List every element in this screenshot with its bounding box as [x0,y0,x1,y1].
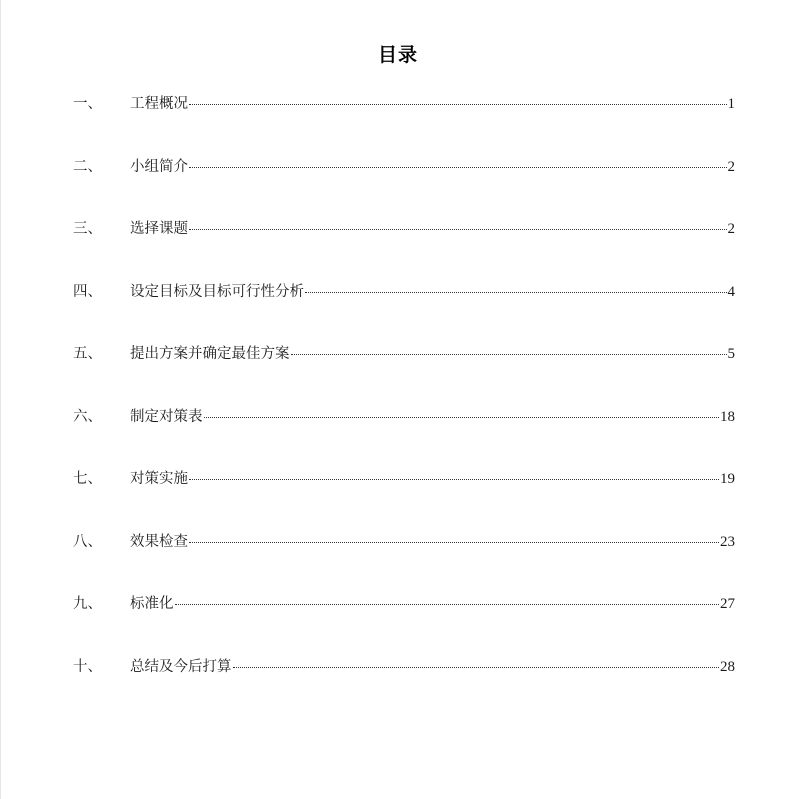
dot-leader [233,666,720,668]
toc-entry-number: 一、 [73,96,102,112]
toc-entry-page: 2 [727,158,735,175]
dot-leader [291,353,727,355]
toc-entry[interactable] [73,530,735,593]
dot-leader [189,166,727,168]
toc-entry-page: 27 [720,596,735,612]
dot-leader [189,541,719,543]
toc-entry-number: 五、 [73,346,102,362]
toc-entry-title: 设定目标及目标可行性分析 [130,283,304,300]
toc-entry[interactable] [73,592,735,655]
toc-entry[interactable] [73,280,735,343]
toc-entry-title: 提出方案并确定最佳方案 [130,346,290,362]
toc-entry[interactable] [73,467,735,530]
toc-entry-number: 四、 [73,283,102,300]
toc-entry[interactable] [73,217,735,280]
dot-leader [189,478,719,480]
toc-entry[interactable] [73,655,735,718]
toc-entry-page: 1 [727,96,735,112]
dot-leader [189,228,727,230]
toc-title: 目录 [377,44,418,66]
toc-entry-number: 十、 [73,658,102,675]
dot-leader [175,603,720,605]
toc-entry-title: 选择课题 [130,221,188,237]
dot-leader [204,416,720,418]
toc-entry[interactable] [73,155,735,218]
toc-entry-number: 七、 [73,471,102,487]
toc-entry-title: 效果检查 [130,533,188,550]
toc-entry-number: 六、 [73,408,102,425]
toc-entry-page: 5 [727,346,735,362]
toc-entry-number: 八、 [73,533,102,550]
toc-entry-title: 小组简介 [130,158,188,175]
toc-entry-number: 九、 [73,596,102,612]
toc-entry-page: 28 [720,658,735,675]
toc-entry-number: 三、 [73,221,102,237]
toc-entry-page: 19 [720,471,735,487]
toc-entry[interactable] [73,405,735,468]
toc-entry-page: 18 [720,408,735,425]
toc-entry[interactable] [73,92,735,155]
toc-entry-title: 总结及今后打算 [130,658,232,675]
toc-entry-title: 制定对策表 [130,408,203,425]
toc-entry-title: 标准化 [130,596,174,612]
dot-leader [305,291,727,293]
toc-entry-page: 23 [720,533,735,550]
toc-entry-title: 工程概况 [130,96,188,112]
toc-entry[interactable] [73,342,735,405]
toc-entry-title: 对策实施 [130,471,188,487]
toc-entry-page: 4 [727,283,735,300]
toc-entry-number: 二、 [73,158,102,175]
dot-leader [189,103,727,105]
toc-list [73,92,735,717]
toc-entry-page: 2 [727,221,735,237]
